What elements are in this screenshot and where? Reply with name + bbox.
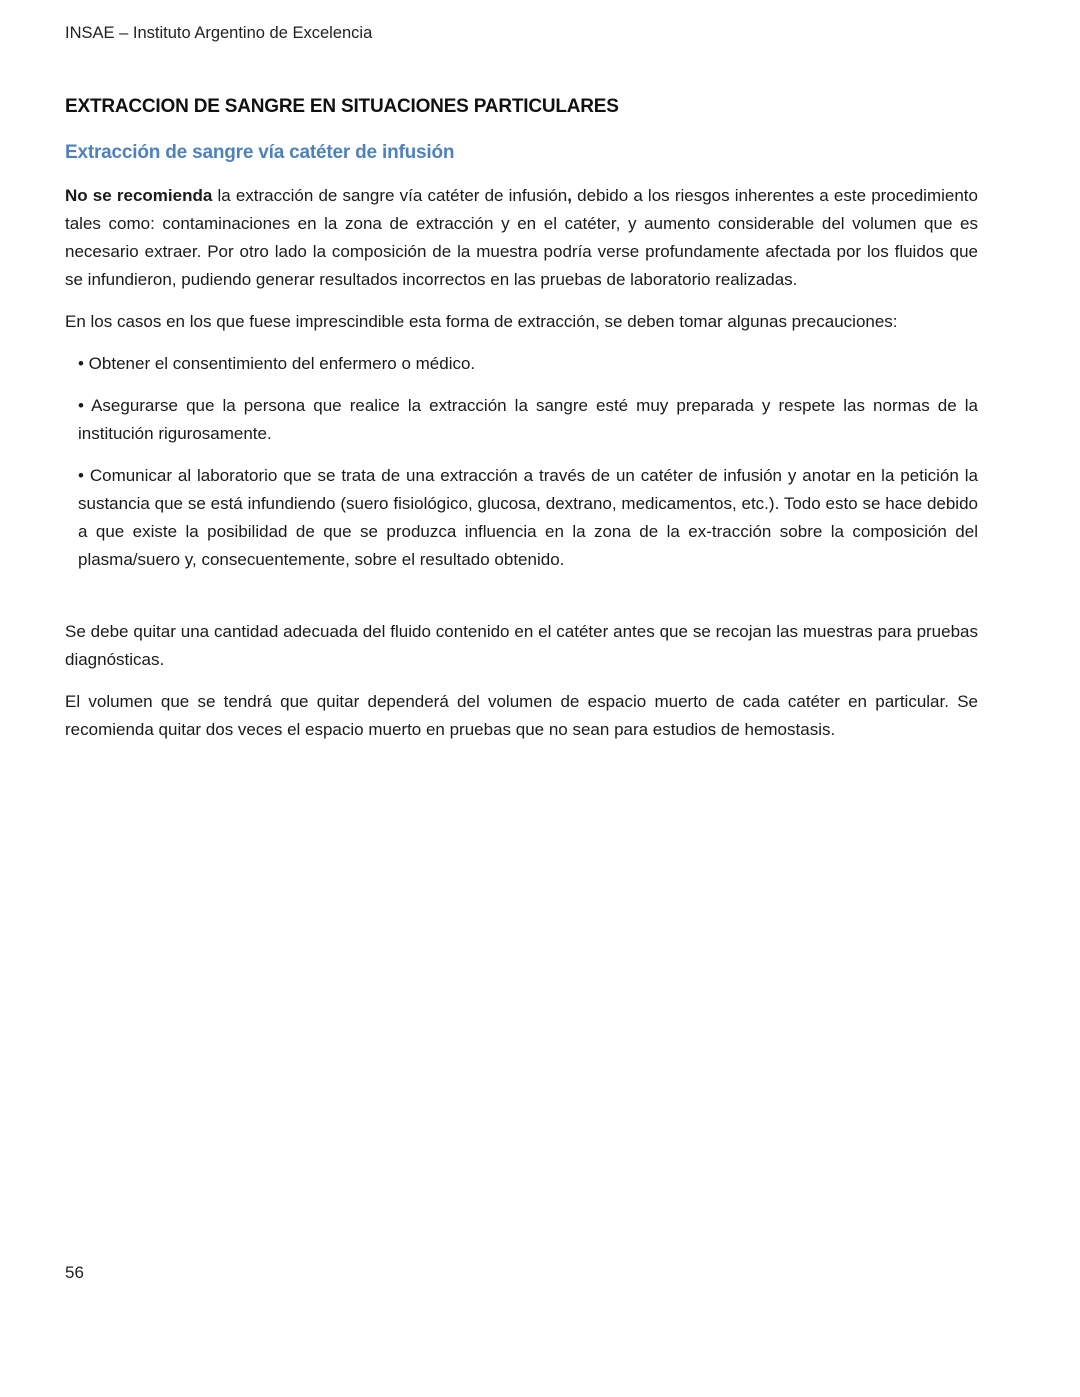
page-number: 56 [65, 1263, 84, 1282]
paragraph-precautions: En los casos en los que fuese imprescindible esta forma de extracción, se deben tomar algunas precauciones: [65, 312, 898, 331]
subsection-title: Extracción de sangre vía catéter de infusión [65, 142, 455, 163]
emphasis: No se recomienda [65, 186, 213, 205]
emphasis-comma: , [567, 186, 572, 205]
text: debido a los riesgos inherentes a este procedimiento tales como: contaminaciones en la zona de extracción y en el catéter, y aumento considerable del volumen que es necesario extraer. Por otro lado la composición de la muestra podría verse profundamente afectada por los fluidos que se infundieron, pudiendo generar resultados incorrectos en las pruebas de laboratorio realizadas. [65, 186, 978, 289]
paragraph-intro [65, 182, 978, 294]
bullet-item: • Asegurarse que la persona que realice la extracción la sangre esté muy preparada y respete las normas de la institución rigurosamente. [78, 396, 978, 443]
paragraph-fluid: Se debe quitar una cantidad adecuada del fluido contenido en el catéter antes que se recojan las muestras para pruebas diagnósticas. [65, 622, 978, 669]
bullet-item: • Comunicar al laboratorio que se trata de una extracción a través de un catéter de infusión y anotar en la petición la sustancia que se está infundiendo (suero fisiológico, glucosa, dextrano, medicamentos, etc.). Todo esto se hace debido a que existe la posibilidad de que se produzca influencia en la zona de la ex-tracción sobre la composición del plasma/suero y, consecuentemente, sobre el resultado obtenido. [78, 466, 978, 569]
document-body [65, 96, 978, 758]
text: la extracción de sangre vía catéter de infusión [212, 186, 568, 205]
spacer [65, 588, 978, 618]
paragraph-volume: El volumen que se tendrá que quitar dependerá del volumen de espacio muerto de cada catéter en particular. Se recomienda quitar dos veces el espacio muerto en pruebas que no sean para estudios de hemostasis. [65, 692, 978, 739]
bullet-item: • Obtener el consentimiento del enfermero o médico. [78, 354, 476, 373]
page-header: INSAE – Instituto Argentino de Excelencia [65, 24, 373, 42]
section-title: EXTRACCION DE SANGRE EN SITUACIONES PARTICULARES [65, 96, 619, 117]
